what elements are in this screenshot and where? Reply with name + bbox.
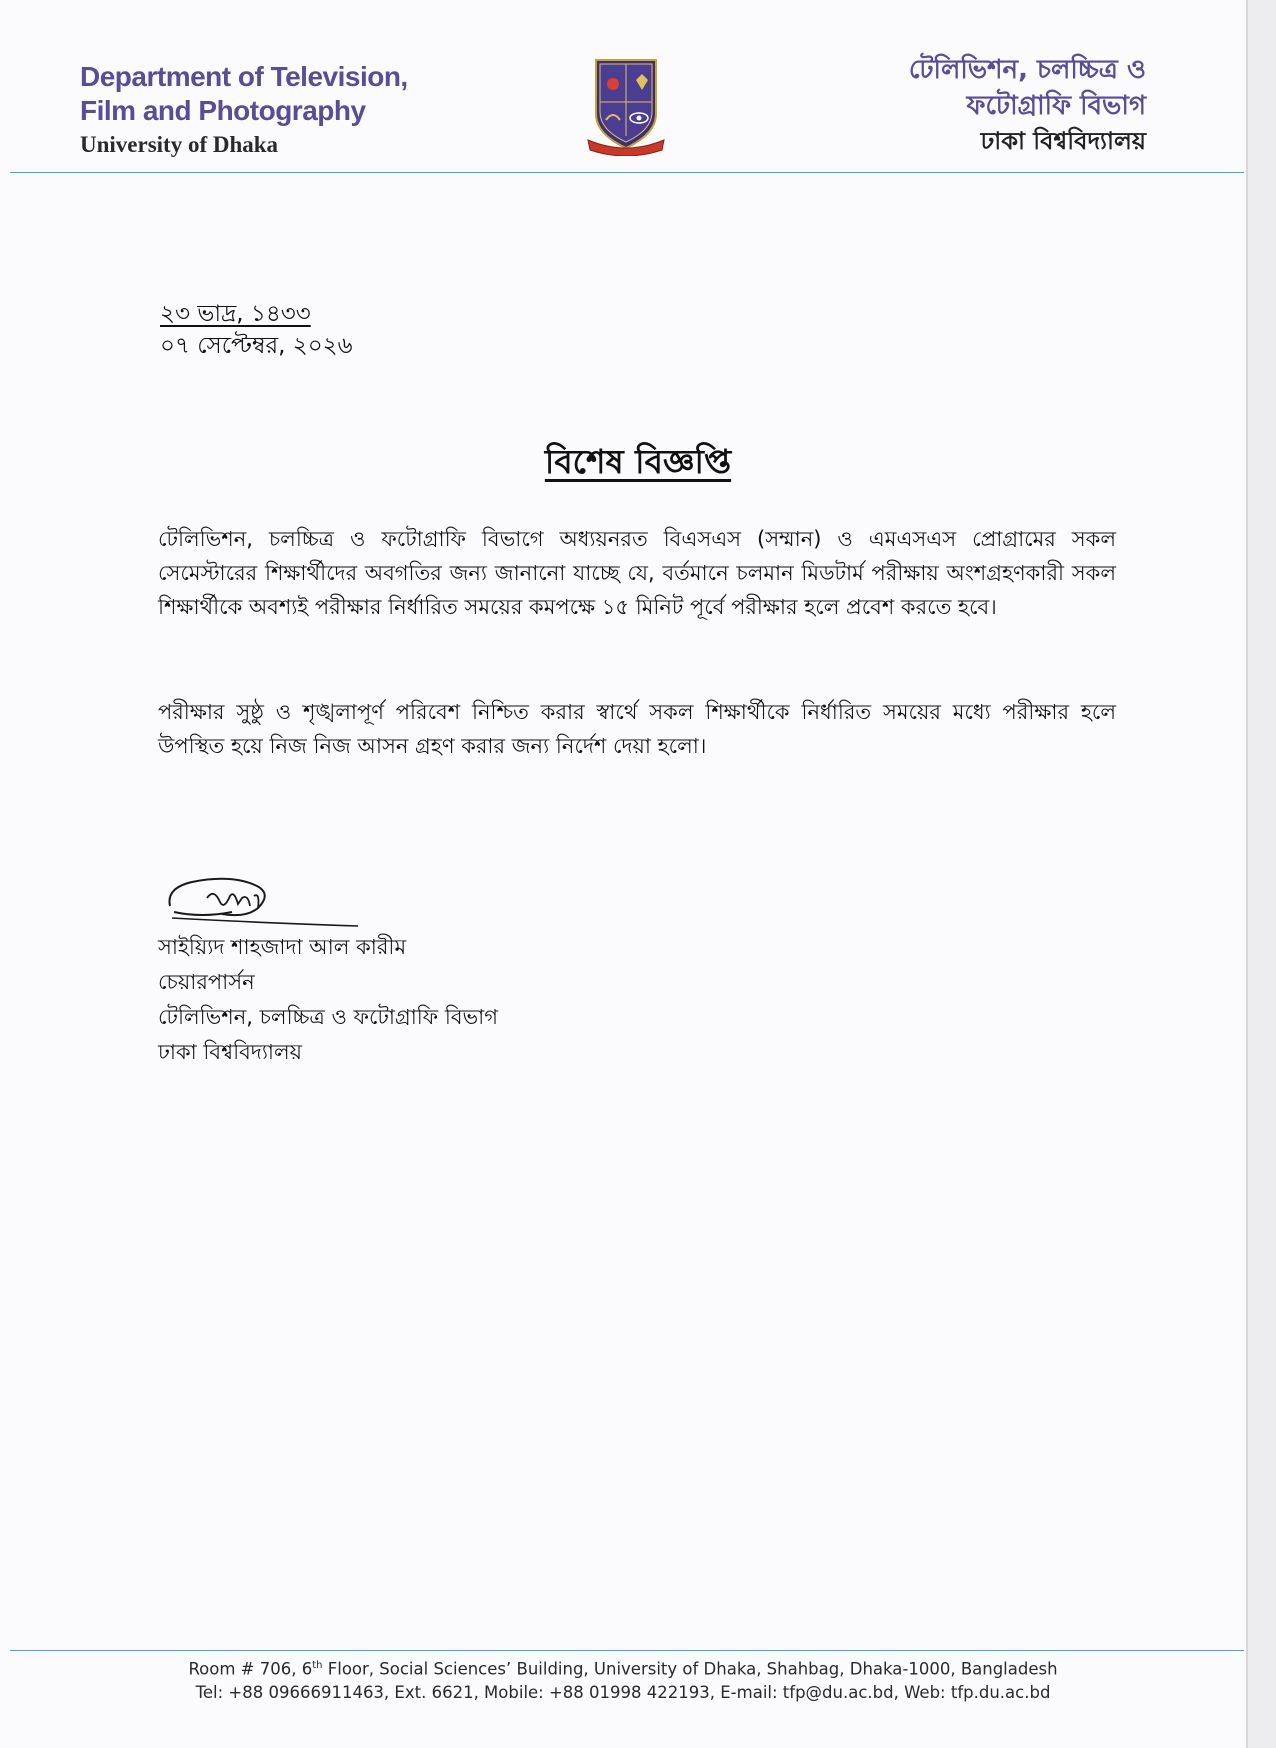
letterhead-english [80,60,408,160]
footer-address [0,1654,1246,1681]
notice-title: বিশেষ বিজ্ঞপ্তি [544,442,732,481]
university-name: University of Dhaka [80,132,279,157]
signatory-department: টেলিভিশন, চলচ্চিত্র ও ফটোগ্রাফি বিভাগ [158,1005,499,1029]
header-divider [10,172,1244,173]
footer-divider [10,1650,1244,1651]
notice-paragraph-1: টেলিভিশন, চলচ্চিত্র ও ফটোগ্রাফি বিভাগে অধ্যয়নরত বিএসএস (সম্মান) ও এমএসএস প্রোগ্রামের সকল সেমেস্টারের শিক্ষার্থীদের অবগতির জন্য জানানো যাচ্ছে যে, বর্তমানে চলমান মিডটার্ম পরীক্ষায় অংশগ্রহণকারী সকল শিক্ষার্থীকে অবশ্যই পরীক্ষার নির্ধারিত সময়ের কমপক্ষে ১৫ মিনিট পূর্বে পরীক্ষার হলে প্রবেশ করতে হবে। [158,527,1116,619]
university-name-bn: ঢাকা বিশ্ববিদ্যালয় [980,127,1146,155]
department-name-bn-line2: ফটোগ্রাফি বিভাগ [966,91,1146,121]
footer-contact: Tel: +88 09666911463, Ext. 6621, Mobile: +88 01998 422193, E-mail: tfp@du.ac.bd, Web: tfp.du.ac.bd [195,1682,1051,1702]
date-block [160,298,353,362]
footer-address-start: Room # 706, 6 [188,1659,313,1679]
footer-address-sup: th [312,1660,323,1671]
scan-edge [1248,0,1276,1748]
notice-paragraph-2: পরীক্ষার সুষ্ঠু ও শৃঙ্খলাপূর্ণ পরিবেশ নিশ্চিত করার স্বার্থে সকল শিক্ষার্থীকে নির্ধারিত সময়ের মধ্যে পরীক্ষার হলে উপস্থিত হয়ে নিজ নিজ আসন গ্রহণ করার জন্য নির্দেশ দেয়া হলো। [158,700,1116,758]
department-name-bn-line1: টেলিভিশন, চলচ্চিত্র ও [908,55,1146,85]
signatory-designation: চেয়ারপার্সন [158,970,255,994]
department-name-line2: Film and Photography [80,95,366,126]
signatory-university: ঢাকা বিশ্ববিদ্যালয় [158,1040,303,1064]
date-gregorian: ০৭ সেপ্টেম্বর, ২০২৬ [160,333,353,359]
department-name-line1: Department of Television, [80,61,408,92]
handwritten-signature [162,868,367,930]
letterhead-bangla [786,52,1146,158]
footer [0,1654,1246,1704]
footer-address-end: Floor, Social Sciences’ Building, University of Dhaka, Shahbag, Dhaka-1000, Bangladesh [322,1659,1058,1679]
signatory-block [158,930,498,1070]
signatory-name: সাইয়্যিদ শাহজাদা আল কারীম [158,935,407,959]
date-bangla: ২৩ ভাদ্র, ১৪৩৩ [160,301,311,327]
university-of-dhaka-crest-icon [586,56,666,156]
